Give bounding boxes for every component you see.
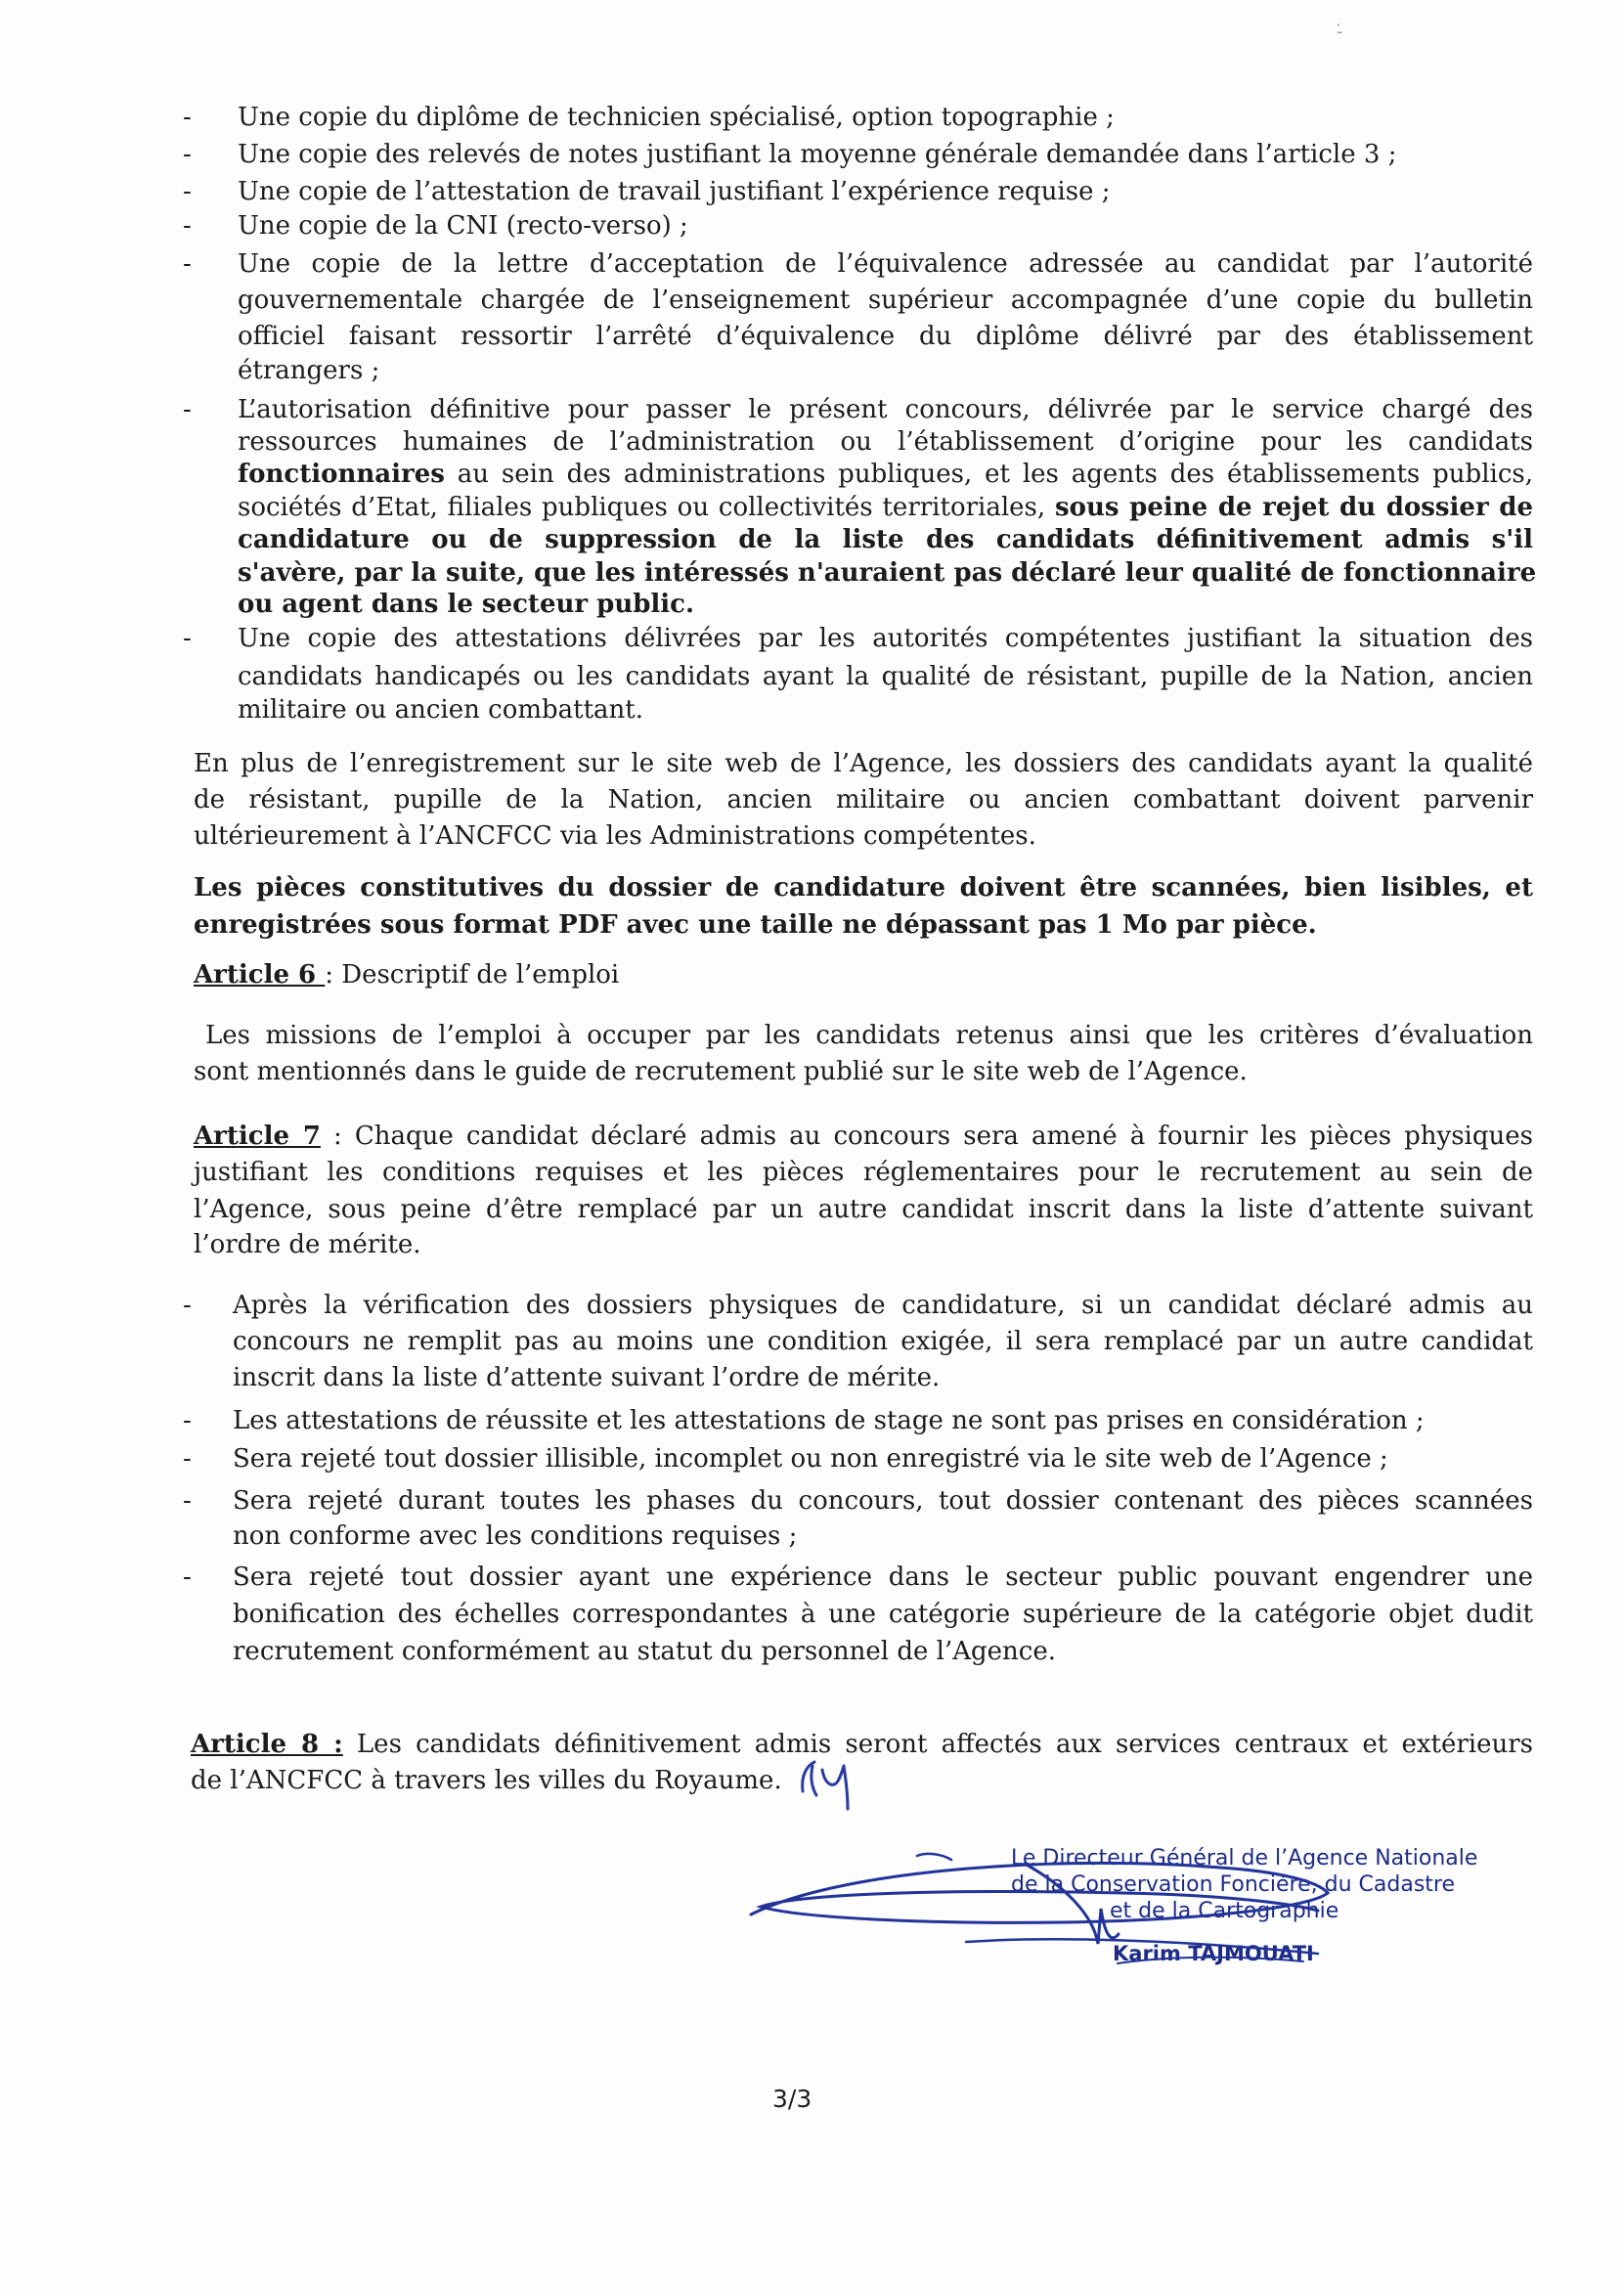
bullet-dash: - [183,624,192,653]
list-item-line: ou agent dans le secteur public. [238,590,695,619]
list-item-line: Après la vérification des dossiers physiques de candidature, si un candidat déclaré admis au [233,1291,1533,1320]
text-run: : Chaque candidat déclaré admis au concours sera amené à fournir les pièces physiques [320,1122,1533,1151]
list-item-line [238,491,1533,524]
bullet-dash: - [183,103,192,132]
page-number: 3/3 [772,2085,812,2113]
bullet-dash: - [183,177,192,206]
paragraph-line [191,1728,1533,1761]
bullet-dash: - [183,395,192,424]
list-item: Sera rejeté tout dossier illisible, incomplet ou non enregistré via le site web de l’Agence ; [233,1444,1388,1474]
bullet-dash: - [183,1486,192,1516]
list-item-line: officiel faisant ressortir l’arrêté d’équivalence du diplôme délivré par des établissement [238,322,1533,351]
bold-term: fonctionnaires [238,460,445,489]
bullet-dash: - [183,1563,192,1592]
paragraph-line: enregistrées sous format PDF avec une taille ne dépassant pas 1 Mo par pièce. [194,910,1317,940]
list-item: Une copie des relevés de notes justifiant la moyenne générale demandée dans l’article 3 ; [238,140,1397,169]
bullet-dash: - [183,1406,192,1435]
bullet-dash: - [183,1444,192,1474]
paragraph-line: justifiant les conditions requises et les pièces réglementaires pour le recrutement au sein de [194,1158,1533,1187]
handwritten-signature [731,1846,1357,2003]
bullet-dash: - [183,249,192,279]
article-title: : Descriptif de l’emploi [325,960,620,990]
list-item: Une copie du diplôme de technicien spécialisé, option topographie ; [238,103,1115,132]
paragraph-line: ultérieurement à l’ANCFCC via les Administrations compétentes. [194,821,1036,851]
article-label: Article 8 : [191,1730,343,1759]
bullet-dash: - [183,1291,192,1320]
article-label: Article 7 [194,1122,321,1151]
list-item-line: recrutement conformément au statut du personnel de l’Agence. [233,1637,1057,1666]
list-item: Les attestations de réussite et les attestations de stage ne sont pas prises en considération ; [233,1406,1425,1435]
list-item-line: non conforme avec les conditions requises ; [233,1521,798,1551]
list-item-line: étrangers ; [238,356,380,385]
list-item-line: Sera rejeté durant toutes les phases du concours, tout dossier contenant des pièces scannées [233,1486,1533,1516]
stamp-line: de la Conservation Foncière, du Cadastre [1011,1872,1455,1897]
paragraph-line: Les pièces constitutives du dossier de candidature doivent être scannées, bien lisibles, et [194,873,1533,902]
article-heading [194,958,619,991]
paragraph-line: l’Agence, sous peine d’être remplacé par un autre candidat inscrit dans la liste d’attente suivant [194,1195,1533,1224]
paragraph-line: de l’ANCFCC à travers les villes du Royaume. [191,1766,782,1795]
paragraph-line: l’ordre de mérite. [194,1230,421,1259]
text-run: sociétés d’Etat, filiales publiques ou collectivités territoriales, [238,493,1055,522]
list-item-line: Sera rejeté tout dossier ayant une expérience dans le secteur public pouvant engendrer une [233,1563,1533,1592]
list-item-line: s'avère, par la suite, que les intéressés n'auraient pas déclaré leur qualité de fonctionnaire [238,558,1537,588]
list-item-line: militaire ou ancien combattant. [238,695,643,725]
paragraph-line: sont mentionnés dans le guide de recrutement publié sur le site web de l’Agence. [194,1057,1248,1086]
scan-mark: -̇ [1337,22,1343,42]
list-item-line [238,458,1533,491]
text-run: au sein des administrations publiques, et les agents des établissements publics, [444,460,1533,489]
bullet-dash: - [183,140,192,169]
list-item-line: ressources humaines de l’administration ou l’établissement d’origine pour les candidats [238,427,1533,457]
paragraph-line: En plus de l’enregistrement sur le site web de l’Agence, les dossiers des candidats ayant la qualité [194,749,1533,778]
list-item-line: inscrit dans la liste d’attente suivant l’ordre de mérite. [233,1363,941,1392]
list-item-line: candidature ou de suppression de la liste des candidats définitivement admis s'il [238,525,1533,554]
list-item-line: L’autorisation définitive pour passer le présent concours, délivrée par le service chargé des [238,395,1533,424]
stamp-line: Le Directeur Général de l’Agence Nationale [1011,1846,1478,1871]
signatory-name: Karim TAJMOUATI [1113,1942,1314,1965]
list-item-line: gouvernementale chargée de l’enseignement supérieur accompagnée d’une copie du bulletin [238,286,1533,315]
list-item-line: concours ne remplit pas au moins une condition exigée, il sera remplacé par un autre candidat [233,1327,1533,1356]
bold-term: sous peine de rejet du dossier de [1055,493,1533,522]
article-label: Article 6 [194,960,326,990]
list-item-line: Une copie de la lettre d’acceptation de l’équivalence adressée au candidat par l’autorité [238,249,1533,279]
paragraph-line: de résistant, pupille de la Nation, ancien militaire ou ancien combattant doivent parvenir [194,785,1533,814]
list-item-line: candidats handicapés ou les candidats ayant la qualité de résistant, pupille de la Nation, ancien [238,662,1533,691]
list-item-line: bonification des échelles correspondantes à une catégorie supérieure de la catégorie objet dudit [233,1600,1533,1629]
stamp-line: et de la Cartographie [1110,1899,1339,1923]
paragraph-line [194,1120,1533,1153]
initials-scribble [797,1752,860,1813]
list-item: Une copie de la CNI (recto-verso) ; [238,211,688,241]
text-run: Les candidats définitivement admis seront affectés aux services centraux et extérieurs [342,1730,1533,1759]
paragraph-line: Les missions de l’emploi à occuper par les candidats retenus ainsi que les critères d’évaluation [205,1021,1533,1050]
bullet-dash: - [183,211,192,241]
list-item: Une copie de l’attestation de travail justifiant l’expérience requise ; [238,177,1111,206]
list-item-line: Une copie des attestations délivrées par les autorités compétentes justifiant la situation des [238,624,1533,653]
